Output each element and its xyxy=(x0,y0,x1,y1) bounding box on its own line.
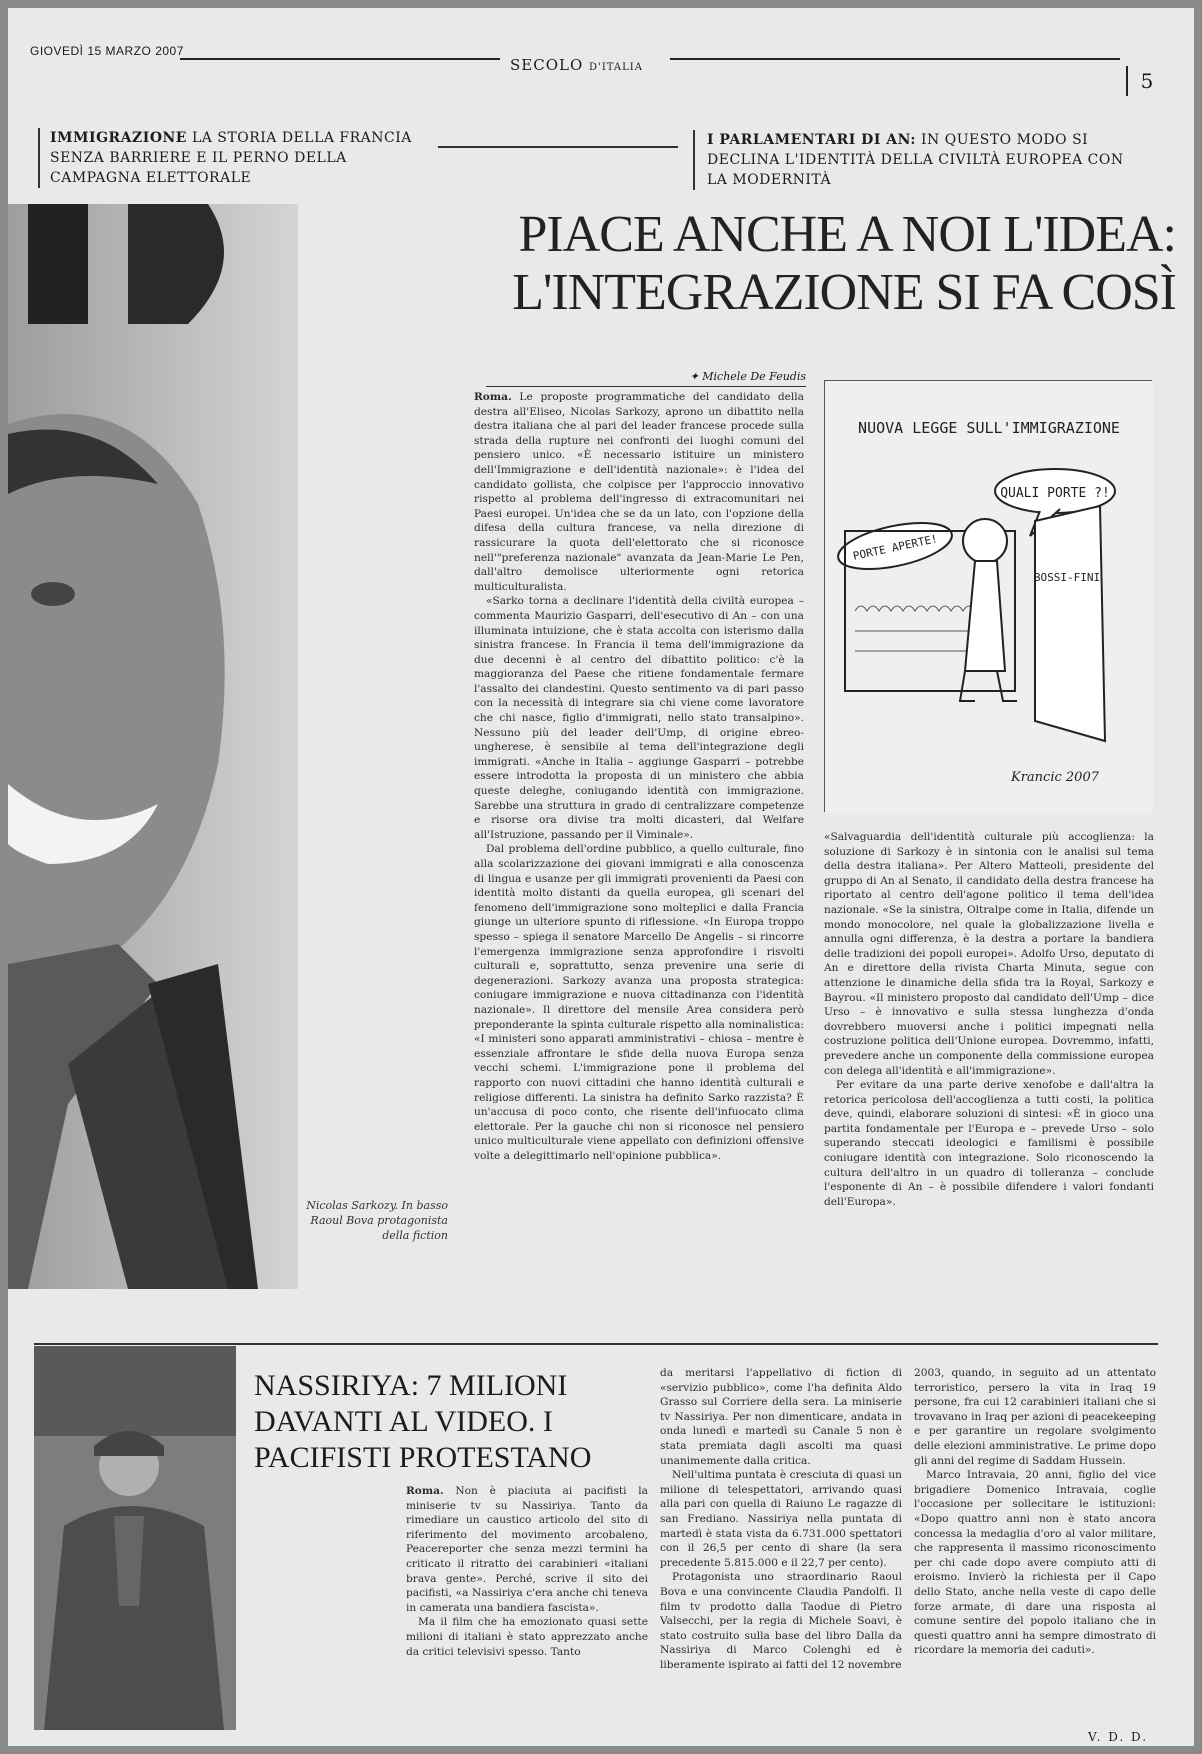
page-header xyxy=(30,44,1180,102)
paragraph: Roma. Le proposte programmatiche del candidato della destra all'Eliseo, Nicolas Sarkozy, aprono un dibattito nella destra italiana che al pari del leader francese procede sulla strada della rupture nei confronti dei luoghi comuni del pensiero unico. «È necessario istituire un ministero dell'Immigrazione e dell'identità nazionale»: è l'idea del candidato gollista, che colpisce per l'approccio innovativo rispetto al problema dell'ingresso di extracomunitari nei Paesi europei. Un'idea che se da un lato, con l'opzione della difesa della cultura francese, va nella direzione di rassicurare la quota dell'elettorato che si riconosce nell'"preferenza nazionale" avanzata da Jean-Marie Le Pen, dall'altro demolisce ulteriormente ogni retorica multiculturalista. xyxy=(474,391,804,593)
issue-date: GIOVEDÌ 15 MARZO 2007 xyxy=(30,44,184,58)
paragraph: Dal problema dell'ordine pubblico, a quello culturale, fino alla scolarizzazione dei giovani immigrati e alla conoscenza di lingua e usanze per gli immigrati provenienti da Paesi con identità molto distanti da quella europea, gli scenari del fenomeno dell'immigrazione sono molteplici e dalla Francia giunge un ulteriore spunto di riflessione. «In Europa troppo spesso – spiega il senatore Marcello De Angelis – si rincorre l'emergenza immigrazione senza approfondire i risvolti culturali e, soprattutto, senza prevenire una serie di degenerazioni. Sarkozy avanza una proposta strategica: coniugare immigrazione e nuova cittadinanza con l'identità nazionale». Il direttore del mensile Area considera però preponderante la spinta culturale rispetto alla nominalistica: «I ministeri sono apparati amministrativi – chiosa – mentre è essenziale affrontare le sfide della nuova Europa senza vecchi schemi. L'immigrazione pone il problema del rapporto con nuovi cittadini che hanno identità culturali e religiose differenti. La sinistra ha definito Sarko razzista? È un'accusa di poco conto, che risente dell'infuocato clima elettorale. Per la gauche chi non si riconosce nel pensiero unico multiculturale viene appellato con definizioni offensive volte a delegittimarlo nell'opinione pubblica». xyxy=(474,843,804,1162)
paragraph: «Sarko torna a declinare l'identità della civiltà europea – commenta Maurizio Gasparri, dell'esecutivo di An – con una illuminata intuizione, che è stata accolta con isterismo dalla sinistra francese. In Francia il tema dell'immigrazione da due decenni è al centro del dibattito politico: c'è la maggioranza del Paese che ritiene fondamentale fermare l'assalto dei clandestini. Questo sentimento va di pari passo con la necessità di integrare sia chi viene come lavoratore che chi nasce, figlio d'immigrati, nello stato transalpino». Nessuno più del leader dell'Ump, di origine ebreo-ungherese, è sensibile al tema dell'integrazione degli immigrati. «Anche in Italia – aggiunge Gasparri – potrebbe essere introdotta la proposta di un ministero che abbia queste deleghe, coniugando identità con immigrazione. Sarebbe una struttura in grado di centralizzare competenze e risorse ora divise tra molti dicasteri, dal Welfare all'Istruzione, passando per il Viminale». xyxy=(474,595,804,841)
newspaper-page xyxy=(8,8,1194,1746)
sarkozy-photo xyxy=(8,204,298,1289)
paragraph: «Salvaguardia dell'identità culturale più accoglienza: la soluzione di Sarkozy è in sintonia con le analisi sul tema della destra italiana». Per Altero Matteoli, presidente del gruppo di An al Senato, il candidato della destra francese ha riportato al centro dell'agone politico il tema dell'idea nazionale. «Se la sinistra, Oltralpe come in Italia, difende un mondo monocolore, nel quale la globalizzazione livella e annulla ogni differenza, è la destra a portare la bandiera delle tradizioni dei popoli europei». Adolfo Urso, deputato di An e direttore della rivista Charta Minuta, segue con attenzione le dinamiche della sfida tra la Royal, Sarkozy e Bayrou. «Il ministero proposto dal candidato dell'Ump – dice Urso – è innovativo e sulla stessa lunghezza d'onda dovrebbero muoversi anche i politici impegnati nella costruzione politica dell'Unione europea. Dovremmo, infatti, prevedere anche un componente della commissione europea con delega all'identità e all'immigrazione». xyxy=(824,831,1154,1077)
cartoon-bubble-right: QUALI PORTE ?! xyxy=(1000,486,1110,501)
bova-photo xyxy=(34,1346,236,1730)
photo-caption: Nicolas Sarkozy. In basso Raoul Bova protagonista della fiction xyxy=(306,1199,448,1242)
bottom-headline: NASSIRIYA: 7 MILIONI DAVANTI AL VIDEO. I PACIFISTI PROTESTANO xyxy=(254,1369,592,1474)
cartoon xyxy=(824,380,1152,812)
bottom-signature: V. D. D. xyxy=(1088,1730,1149,1744)
dateline: Roma. xyxy=(406,1485,444,1497)
paragraph: Marco Intravaia, 20 anni, figlio del vice brigadiere Domenico Intravaia, coglie l'occasione per sollecitare le istituzioni: «Dopo quattro anni non è stato ancora concessa la medaglia d'oro al valor militare, che rappresenta il massimo riconoscimento per chi cade dopo avere compiuto atti di eroismo. Invierò la richiesta per il Capo dello Stato, anche nella veste di capo delle forze armate, di dare una risposta al comune sentire del popolo italiano che in questi quattro anni ha sempre dimostrato di ricordare la memoria dei caduti». xyxy=(914,1469,1156,1657)
byline: ✦ Michele De Feudis xyxy=(486,370,806,387)
kicker-rule xyxy=(438,146,678,148)
header-rule-left xyxy=(180,58,500,60)
paragraph: da meritarsi l'appellativo di fiction di «servizio pubblico», come l'ha definita Aldo Grasso sul Corriere della sera. La miniserie tv Nassiriya. Per non dimenticare, andata in onda lunedì e martedì su Canale 5 non è stata premiata dagli ascolti ma quasi unanimemente dalla critica. xyxy=(660,1367,902,1467)
article-column-1 xyxy=(474,390,804,1290)
paragraph: Nell'ultima puntata è cresciuta di quasi un milione di telespettatori, arrivando quasi alla pari con quella di Raiuno Le ragazze di san Frediano. Nassiriya nella puntata di martedì è stata vista da 6.731.000 spettatori con il 26,5 per cento di share (la sera precedente 5.815.000 e il 22,7 per cento). xyxy=(660,1469,902,1569)
paragraph: 2003, quando, in seguito ad un attentato terroristico, persero la vita in Iraq 19 persone, fra cui 12 carabinieri italiani che si trovavano in Iraq per azioni di peacekeeping e per garantire un regolare svolgimento delle elezioni amministrative. Le prime dopo gli anni del regime di Saddam Hussein. xyxy=(914,1367,1156,1467)
header-rule-right xyxy=(670,58,1120,60)
bottom-column-1 xyxy=(406,1484,648,1734)
paragraph: Roma. Non è piaciuta ai pacifisti la miniserie tv su Nassiriya. Tanto da rimediare un caustico articolo del sito di riferimento del movimento arcobaleno, Peacereporter che senza mezzi termini ha criticato il ritratto dei carabinieri «italiani brava gente». Perché, scrive il sito dei pacifisti, «a Nassiriya c'era anche chi teneva in camerata una bandiera fascista». xyxy=(406,1485,648,1614)
cartoon-bubble-left: PORTE APERTE! xyxy=(851,532,939,563)
section-divider xyxy=(34,1343,1158,1345)
main-headline: PIACE ANCHE A NOI L'IDEA: L'INTEGRAZIONE SI FA COSÌ xyxy=(512,206,1176,321)
cartoon-signature: Krancic 2007 xyxy=(1011,770,1099,785)
bottom-column-2 xyxy=(660,1366,902,1736)
article-column-2 xyxy=(824,830,1154,1290)
paragraph: Ma il film che ha emozionato quasi sette milioni di italiani è stato apprezzato anche da critici televisivi spesso. Tanto xyxy=(406,1616,648,1658)
cartoon-door-label: BOSSI-FINI xyxy=(1033,571,1101,584)
paragraph: Protagonista uno straordinario Raoul Bova e una convincente Claudia Pandolfi. Il film tv prodotto dalla Taodue di Pietro Valsecchi, per la regia di Michele Soavi, è stato costruito sulla base del libro Dalla da Nassiriya di Marco Colenghi ed è liberamente ispirato ai fatti del 12 novembre xyxy=(660,1571,902,1671)
page-number: 5 xyxy=(1126,66,1166,96)
paragraph: Per evitare da una parte derive xenofobe e dall'altra la retorica pericolosa dell'accoglienza a tutti costi, la politica deve, quindi, elaborare soluzioni di sintesi: «È in gioco una partita fondamentale per l'Europa e – prevede Urso – solo superando steccati ideologici e familismi è possibile coniugare identità con integrazione. Solo riconoscendo la cultura dell'altro in un quadro di tolleranza – conclude l'esponente di An – è possibile difendere i valori fondanti dell'Europa». xyxy=(824,1079,1154,1208)
masthead: SECOLO D'ITALIA xyxy=(510,56,643,74)
kicker-left: IMMIGRAZIONE LA STORIA DELLA FRANCIA SENZA BARRIERE E IL PERNO DELLA CAMPAGNA ELETTORALE xyxy=(38,128,418,188)
bottom-column-3 xyxy=(914,1366,1156,1726)
kicker-right: I PARLAMENTARI DI AN: IN QUESTO MODO SI DECLINA L'IDENTITÀ DELLA CIVILTÀ EUROPEA CON LA MODERNITÀ xyxy=(693,130,1143,190)
cartoon-title: NUOVA LEGGE SULL'IMMIGRAZIONE xyxy=(858,419,1120,437)
dateline: Roma. xyxy=(474,391,512,403)
